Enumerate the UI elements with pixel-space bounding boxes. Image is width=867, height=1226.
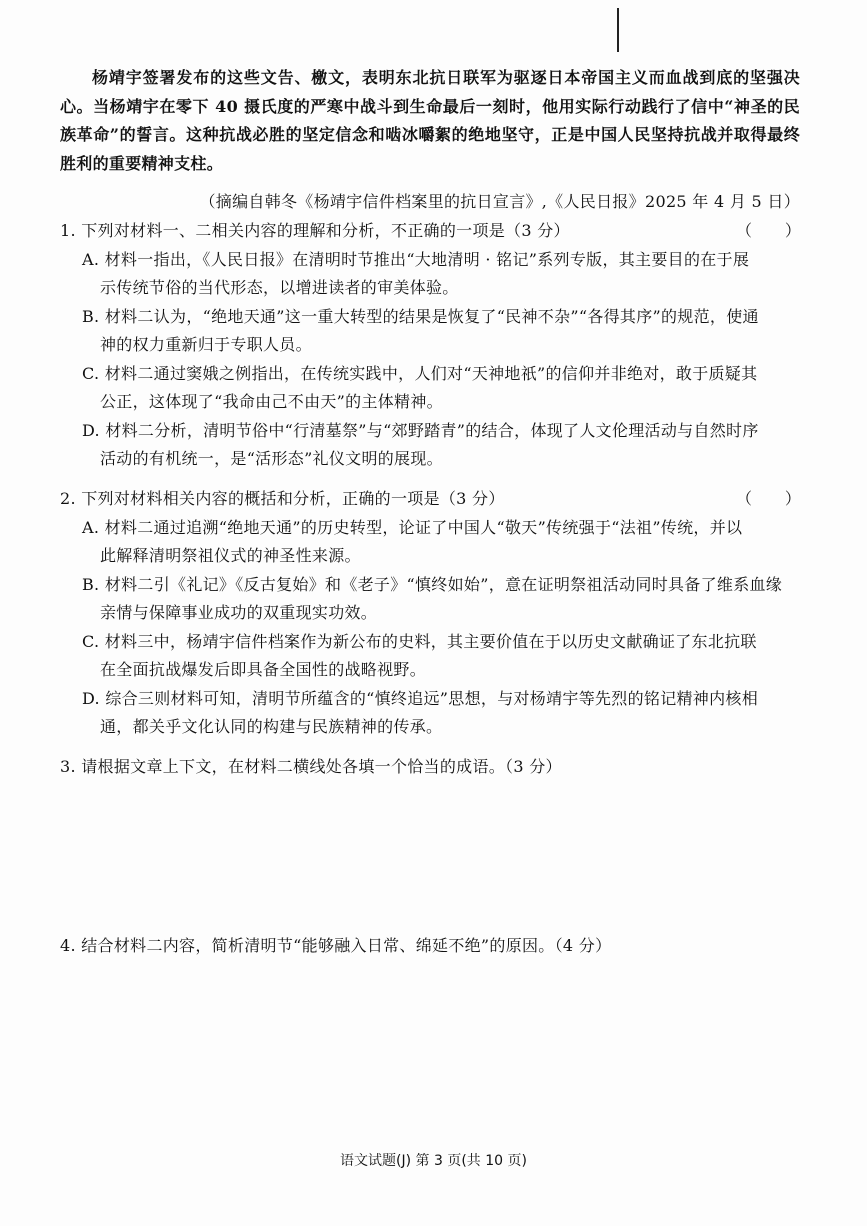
- passage-paragraph: [60, 64, 800, 178]
- question-stem: 2. 下列对材料相关内容的概括和分析，正确的一项是（3 分）: [60, 489, 505, 508]
- option-b[interactable]: [60, 303, 800, 360]
- question-stem: 4. 结合材料二内容，简析清明节“能够融入日常、绵延不绝”的原因。（4 分）: [60, 936, 612, 955]
- page-footer: 语文试题(J) 第 3 页(共 10 页): [340, 1153, 527, 1169]
- option-text: A. 材料二通过追溯“绝地天通”的历史转型，论证了中国人“敬天”传统强于“法祖”传统，并以: [82, 517, 743, 537]
- answer-bracket[interactable]: （ ）: [736, 221, 802, 240]
- option-c[interactable]: [60, 628, 800, 685]
- option-text: B. 材料二引《礼记》《反古复始》和《老子》“慎终如始”，意在证明祭祖活动同时具备了维系血缘: [82, 574, 783, 594]
- option-text: 在全面抗战爆发后即具备全国性的战略视野。: [100, 660, 427, 679]
- option-text: D. 材料二分析，清明节俗中“行清墓祭”与“郊野踏青”的结合，体现了人文伦理活动与自然时序: [82, 420, 759, 440]
- option-b[interactable]: [60, 571, 800, 628]
- option-a[interactable]: [60, 514, 800, 571]
- question-2: [60, 485, 800, 742]
- option-text: C. 材料三中，杨靖宇信件档案作为新公布的史料，其主要价值在于以历史文献确证了东北抗联: [82, 631, 757, 651]
- question-3: [60, 753, 800, 782]
- option-text: C. 材料二通过窦娥之例指出，在传统实践中，人们对“天神地祇”的信仰并非绝对，敢于质疑其: [82, 363, 758, 383]
- option-text: 示传统节俗的当代形态，以增进读者的审美体验。: [100, 278, 459, 297]
- scan-mark: [617, 8, 619, 52]
- answer-bracket[interactable]: （ ）: [736, 489, 802, 508]
- option-text: 亲情与保障事业成功的双重现实功效。: [100, 603, 378, 622]
- option-text: 通，都关乎文化认同的构建与民族精神的传承。: [100, 717, 443, 736]
- option-d[interactable]: [60, 685, 800, 742]
- question-stem: 3. 请根据文章上下文，在材料二横线处各填一个恰当的成语。（3 分）: [60, 757, 562, 776]
- option-text: 公正，这体现了“我命由己不由天”的主体精神。: [100, 392, 443, 411]
- passage-line: 强决心。当杨靖宇在零下 40 摄氏度的严寒中战斗到生命最后一刻时，他用实际行动践行了信中: [60, 68, 800, 116]
- question-1: [60, 217, 800, 474]
- question-4: [60, 932, 800, 961]
- option-a[interactable]: [60, 246, 800, 303]
- passage-line: “神圣的民族革命”的誓言。这种抗战必胜的坚定信念和啮冰嚼絮的绝地坚守，正是中国人民坚: [60, 96, 800, 144]
- option-text: 神的权力重新归于专职人员。: [100, 335, 312, 354]
- option-text: D. 综合三则材料可知，清明节所蕴含的“慎终追远”思想，与对杨靖宇等先烈的铭记精神内核相: [82, 688, 758, 708]
- passage-source: （摘编自韩冬《杨靖宇信件档案里的抗日宣言》,《人民日报》2025 年 4 月 5 日）: [199, 192, 800, 211]
- option-d[interactable]: [60, 417, 800, 474]
- question-stem: 1. 下列对材料一、二相关内容的理解和分析，不正确的一项是（3 分）: [60, 221, 570, 240]
- option-text: A. 材料一指出，《人民日报》在清明时节推出“大地清明 · 铭记”系列专版，其主要目的在于展: [82, 249, 750, 269]
- option-text: 此解释清明祭祖仪式的神圣性来源。: [100, 546, 361, 565]
- passage-line: 杨靖宇签署发布的这些文告、檄文，表明东北抗日联军为驱逐日本帝国主义而血战到底的坚: [92, 68, 767, 87]
- passage-line: 持抗战并取得最终胜利的重要精神支柱。: [60, 125, 800, 173]
- option-text: 活动的有机统一，是“活形态”礼仪文明的展现。: [100, 449, 443, 468]
- option-c[interactable]: [60, 360, 800, 417]
- option-text: B. 材料二认为，“绝地天通”这一重大转型的结果是恢复了“民神不杂”“各得其序”的规范，使通: [82, 306, 759, 326]
